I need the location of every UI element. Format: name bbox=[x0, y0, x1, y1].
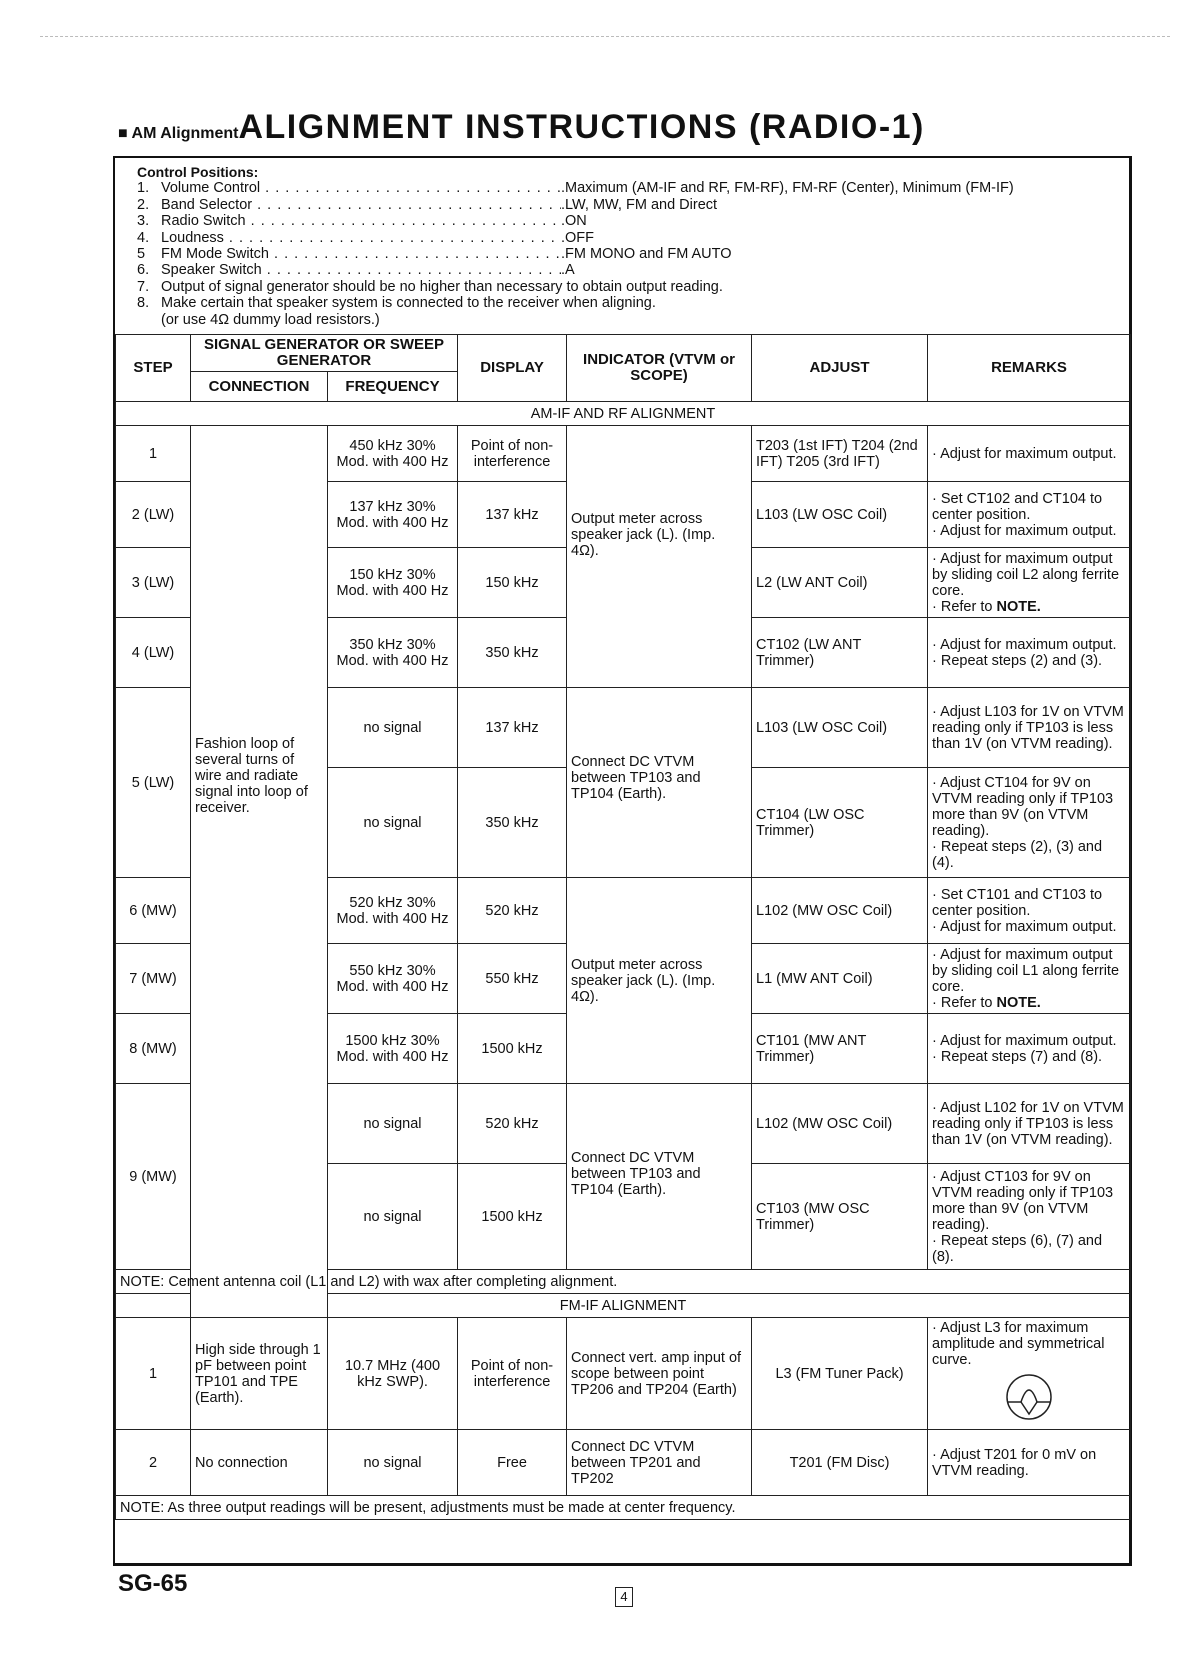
table-row: 8 (MW) 1500 kHz 30% Mod. with 400 Hz 1500 kHz CT101 (MW ANT Trimmer) · Adjust for maximum output. · Repeat steps (7) and (8). bbox=[116, 1014, 1131, 1084]
table-row: 1 High side through 1 pF between point TP101 and TPE (Earth). 10.7 MHz (400 kHz SWP). Point of non-interference Connect vert. amp input of scope between point TP206 and TP204 (Earth) L3 (FM Tuner Pack) · Adjust L3 for maximum amplitude and symmetrical curve. bbox=[116, 1318, 1131, 1430]
control-positions bbox=[137, 164, 1117, 328]
control-title: Control Positions: bbox=[137, 164, 259, 180]
table-row: no signal 350 kHz CT104 (LW OSC Trimmer) · Adjust CT104 for 9V on VTVM reading only if TP103 more than 9V (on VTVM reading). · Repeat steps (2), (3) and (4). bbox=[116, 768, 1131, 878]
col-remarks: REMARKS bbox=[928, 335, 1131, 402]
control-item: 4. Loudness . . . .OFF bbox=[137, 230, 1117, 246]
note-three-readings: NOTE: As three output readings will be present, adjustments must be made at center frequency. bbox=[116, 1496, 1131, 1520]
table-row: 9 (MW) no signal 520 kHz Connect DC VTVM between TP103 and TP104 (Earth). L102 (MW OSC Coil) · Adjust L102 for 1V on VTVM reading only if TP103 is less than 1V (on VTVM reading). bbox=[116, 1084, 1131, 1164]
table-row: no signal 1500 kHz CT103 (MW OSC Trimmer) · Adjust CT103 for 9V on VTVM reading only if TP103 more than 9V (on VTVM reading). · Repeat steps (6), (7) and (8). bbox=[116, 1164, 1131, 1270]
table-row: 5 (LW) no signal 137 kHz Connect DC VTVM between TP103 and TP104 (Earth). L103 (LW OSC Coil) · Adjust L103 for 1V on VTVM reading only if TP103 is less than 1V (on VTVM reading). bbox=[116, 688, 1131, 768]
connection-fashion-loop: Fashion loop of several turns of wire and radiate signal into loop of receiver. bbox=[191, 426, 328, 1318]
page-header bbox=[118, 108, 925, 147]
indicator-output-meter-mw: Output meter across speaker jack (L). (Imp. 4Ω). bbox=[567, 878, 752, 1084]
fm-section-title: FM-IF ALIGNMENT bbox=[116, 1294, 1131, 1318]
page-code: SG-65 bbox=[118, 1570, 188, 1597]
table-row: 2 (LW) 137 kHz 30% Mod. with 400 Hz 137 kHz L103 (LW OSC Coil) · Set CT102 and CT104 to center position. · Adjust for maximum output. bbox=[116, 482, 1131, 548]
control-item: 3. Radio Switch . . . .ON bbox=[137, 213, 1117, 229]
control-note: 7. Output of signal generator should be no higher than necessary to obtain output reading. bbox=[137, 278, 723, 295]
table-row: 3 (LW) 150 kHz 30% Mod. with 400 Hz 150 kHz L2 (LW ANT Coil) · Adjust for maximum output by sliding coil L2 along ferrite core. · Refer to NOTE. bbox=[116, 548, 1131, 618]
table-row: 1 Fashion loop of several turns of wire and radiate signal into loop of receiver. 450 kHz 30% Mod. with 400 Hz Point of non-interference Output meter across speaker jack (L). (Imp. 4Ω). T203 (1st IFT) T204 (2nd IFT) T205 (3rd IFT) · Adjust for maximum output. bbox=[116, 426, 1131, 482]
col-frequency: FREQUENCY bbox=[328, 372, 458, 402]
control-item: 1. Volume Control . . . .Maximum (AM-IF and RF, FM-RF), FM-RF (Center), Minimum (FM-IF) bbox=[137, 180, 1117, 196]
table-row: 7 (MW) 550 kHz 30% Mod. with 400 Hz 550 kHz L1 (MW ANT Coil) · Adjust for maximum output by sliding coil L1 along ferrite core. · Refer to NOTE. bbox=[116, 944, 1131, 1014]
col-display: DISPLAY bbox=[458, 335, 567, 402]
col-step: STEP bbox=[116, 335, 191, 402]
control-item: 6. Speaker Switch . . . .A bbox=[137, 262, 1117, 278]
table-row: 2 No connection no signal Free Connect DC VTVM between TP201 and TP202 T201 (FM Disc) · Adjust T201 for 0 mV on VTVM reading. bbox=[116, 1430, 1131, 1496]
control-note: 8. Make certain that speaker system is connected to the receiver when aligning. bbox=[137, 295, 656, 312]
section-label: ■ AM Alignment bbox=[118, 125, 239, 142]
indicator-output-meter: Output meter across speaker jack (L). (Imp. 4Ω). bbox=[567, 426, 752, 688]
sweep-curve-icon bbox=[999, 1372, 1059, 1422]
table-row: 4 (LW) 350 kHz 30% Mod. with 400 Hz 350 kHz CT102 (LW ANT Trimmer) · Adjust for maximum output. · Repeat steps (2) and (3). bbox=[116, 618, 1131, 688]
col-indicator: INDICATOR (VTVM or SCOPE) bbox=[567, 335, 752, 402]
control-item: 5 FM Mode Switch . . . .FM MONO and FM AUTO bbox=[137, 246, 1117, 262]
indicator-dc-vtvm: Connect DC VTVM between TP103 and TP104 (Earth). bbox=[567, 688, 752, 878]
indicator-dc-vtvm-mw: Connect DC VTVM between TP103 and TP104 (Earth). bbox=[567, 1084, 752, 1270]
content-frame bbox=[113, 156, 1132, 1566]
scan-edge bbox=[40, 36, 1170, 37]
am-section-title: AM-IF AND RF ALIGNMENT bbox=[116, 402, 1131, 426]
col-adjust: ADJUST bbox=[752, 335, 928, 402]
alignment-table bbox=[115, 334, 1131, 1520]
col-connection: CONNECTION bbox=[191, 372, 328, 402]
control-item: 2. Band Selector . . . .LW, MW, FM and Direct bbox=[137, 197, 1117, 213]
page-number: 4 bbox=[615, 1587, 633, 1607]
note-cement: NOTE: Cement antenna coil (L1 and L2) with wax after completing alignment. bbox=[116, 1270, 1131, 1294]
table-row: 6 (MW) 520 kHz 30% Mod. with 400 Hz 520 kHz Output meter across speaker jack (L). (Imp. 4Ω). L102 (MW OSC Coil) · Set CT101 and CT103 to center position. · Adjust for maximum output. bbox=[116, 878, 1131, 944]
control-note: (or use 4Ω dummy load resistors.) bbox=[161, 311, 380, 328]
page-title: ALIGNMENT INSTRUCTIONS (RADIO-1) bbox=[238, 108, 925, 146]
col-signal-generator: SIGNAL GENERATOR OR SWEEP GENERATOR bbox=[191, 335, 458, 372]
